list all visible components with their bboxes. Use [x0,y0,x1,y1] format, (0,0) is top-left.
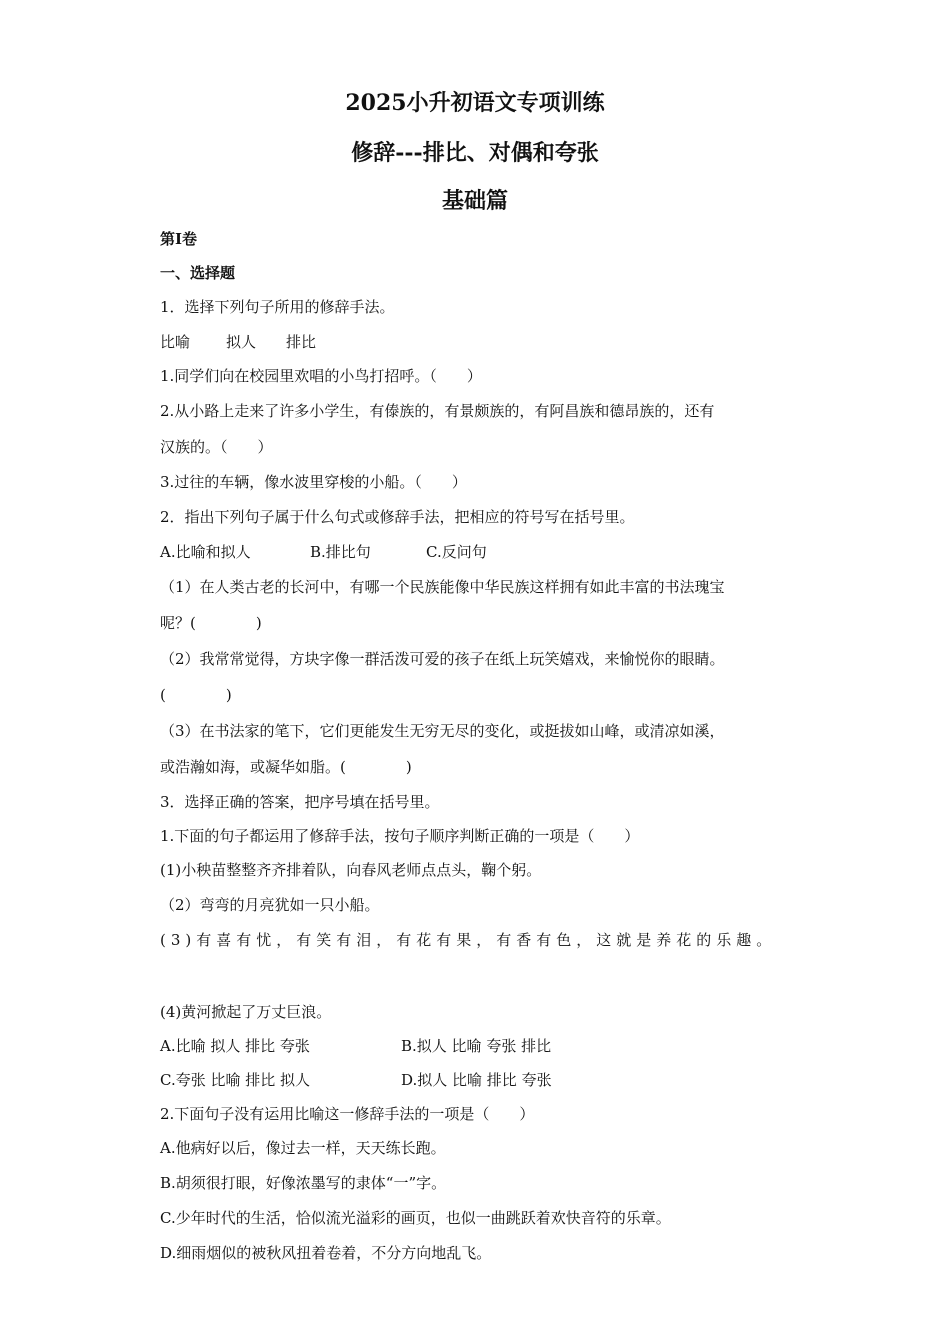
question-1-item: 1.同学们向在校园里欢唱的小鸟打招呼。（ ） [160,367,482,385]
option-label: B.排比句 [310,543,371,561]
question-3-1-sentence: (1)小秧苗整整齐齐排着队，向春风老师点点头，鞠个躬。 [160,861,542,879]
question-2-line: ( ) [160,686,232,704]
option-d: D.细雨烟似的被秋风扭着卷着，不分方向地乱飞。 [160,1244,492,1262]
option-label: C.反问句 [426,543,487,561]
section-heading: 一、选择题 [160,264,236,282]
document-subtitle: 修辞---排比、对偶和夸张 [351,140,599,166]
question-2-options [160,541,800,563]
question-2-stem: 2．指出下列句子属于什么句式或修辞手法，把相应的符号写在括号里。 [160,508,635,526]
question-3-1-sentence: (4)黄河掀起了万丈巨浪。 [160,1003,332,1021]
question-3-2-stem: 2.下面句子没有运用比喻这一修辞手法的一项是（ ） [160,1105,535,1123]
choice-label: 拟人 [226,333,257,351]
question-3-1-options [160,1069,800,1091]
question-1-item: 3.过往的车辆，像水波里穿梭的小船。（ ） [160,473,467,491]
choice-label: 排比 [286,333,317,351]
option-a: A.比喻 拟人 排比 夸张 [160,1037,310,1055]
option-c: C.少年时代的生活，恰似流光溢彩的画页，也似一曲跳跃着欢快音符的乐章。 [160,1209,671,1227]
question-2-line: （3）在书法家的笔下，它们更能发生无穷无尽的变化，或挺拔如山峰，或清凉如溪， [160,722,725,740]
question-2-line: （1）在人类古老的长河中，有哪一个民族能像中华民族这样拥有如此丰富的书法瑰宝 [160,578,725,596]
question-1-stem: 1．选择下列句子所用的修辞手法。 [160,298,395,316]
question-3-1-stem: 1.下面的句子都运用了修辞手法，按句子顺序判断正确的一项是（ ） [160,827,640,845]
option-c: C.夸张 比喻 排比 拟人 [160,1071,311,1089]
question-3-1-options [160,1035,800,1057]
volume-label: 第Ⅰ卷 [160,230,198,248]
question-1-item: 2.从小路上走来了许多小学生，有傣族的，有景颇族的，有阿昌族和德昂族的，还有 [160,402,715,420]
question-3-1-sentence: (3)有喜有忧，有笑有泪，有花有果，有香有色，这就是养花的乐趣。 [160,931,777,949]
question-3-1-sentence: （2）弯弯的月亮犹如一只小船。 [160,896,380,914]
option-b: B.胡须很打眼，好像浓墨写的隶体“一”字。 [160,1174,447,1192]
question-2-line: 或浩瀚如海，或凝华如脂。( ) [160,758,412,776]
choice-label: 比喻 [160,333,191,351]
option-label: A.比喻和拟人 [160,543,251,561]
question-1-item: 汉族的。（ ） [160,438,273,456]
question-1-choices [160,331,800,353]
option-a: A.他病好以后，像过去一样，天天练长跑。 [160,1139,446,1157]
document-level: 基础篇 [441,188,508,214]
document-title: 2025小升初语文专项训练 [345,90,605,116]
question-2-line: （2）我常常觉得，方块字像一群活泼可爱的孩子在纸上玩笑嬉戏，来愉悦你的眼睛。 [160,650,725,668]
option-d: D.拟人 比喻 排比 夸张 [401,1071,552,1089]
question-3-stem: 3．选择正确的答案，把序号填在括号里。 [160,793,440,811]
question-2-line: 呢？( ) [160,614,262,632]
option-b: B.拟人 比喻 夸张 排比 [401,1037,552,1055]
